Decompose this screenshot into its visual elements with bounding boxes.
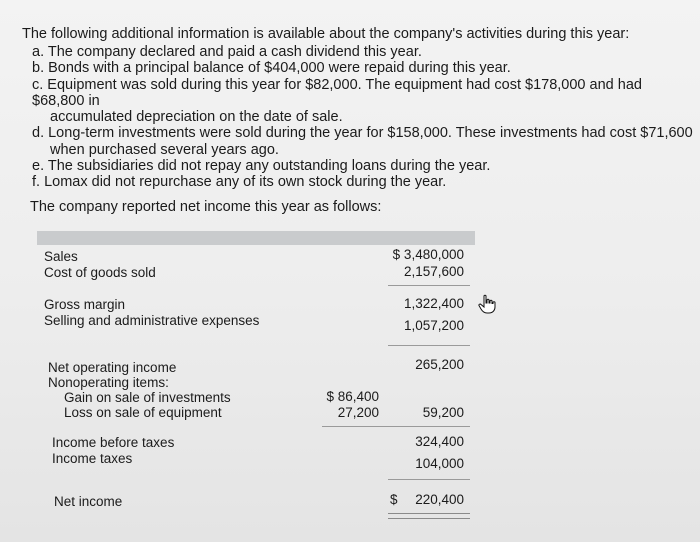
income-before-taxes-label: Income before taxes (52, 435, 175, 450)
net-income-label: Net income (54, 494, 123, 509)
sales-label: Sales (44, 249, 78, 264)
list-item-f: f. Lomax did not repurchase any of its own stock during the year. (32, 174, 447, 191)
list-item-a: a. The company declared and paid a cash dividend this year. (32, 44, 422, 60)
loss-equipment-label: Loss on sale of equipment (64, 405, 222, 420)
gain-investments-label: Gain on sale of investments (64, 390, 231, 405)
income-before-taxes-value: 324,400 (415, 434, 464, 449)
list-item-c: c. Equipment was sold during this year for $82,000. The equipment had cost $178,000 and had $68,800 in (32, 76, 642, 109)
net-income-value: 220,400 (415, 492, 464, 507)
list-item-d: d. Long-term investments were sold during the year for $158,000. These investments had cost $71,600 (32, 125, 693, 142)
net-operating-label: Net operating income (48, 360, 177, 375)
net-income-double-underline (388, 513, 470, 519)
net-income-dollar: $ (390, 492, 398, 507)
info-list (32, 44, 697, 191)
statement-header-band (37, 231, 475, 245)
net-operating-value: 265,200 (415, 357, 464, 372)
income-taxes-value: 104,000 (415, 456, 464, 471)
selling-admin-underline (388, 345, 470, 346)
hand-cursor-icon (478, 294, 496, 314)
reported-text: The company reported net income this year as follows: (30, 199, 382, 215)
nonoperating-underline (322, 426, 470, 427)
sales-value: $ 3,480,000 (392, 247, 464, 262)
list-item-c-continued: accumulated depreciation on the date of sale. (50, 109, 343, 126)
list-item-d-continued: when purchased several years ago. (50, 141, 279, 158)
cogs-underline (388, 285, 470, 286)
cogs-label: Cost of goods sold (44, 265, 156, 280)
list-item-e: e. The subsidiaries did not repay any outstanding loans during the year. (32, 158, 491, 175)
income-taxes-label: Income taxes (52, 451, 133, 466)
gross-margin-label: Gross margin (44, 297, 126, 312)
loss-equipment-value: 27,200 (337, 405, 379, 420)
nonoperating-header: Nonoperating items: (48, 375, 169, 390)
nonoperating-total-value: 59,200 (422, 405, 464, 420)
gain-investments-value: $ 86,400 (326, 389, 379, 404)
gross-margin-value: 1,322,400 (403, 296, 464, 311)
list-item-b: b. Bonds with a principal balance of $404,000 were repaid during this year. (32, 60, 511, 77)
cogs-value: 2,157,600 (403, 264, 464, 279)
intro-text: The following additional information is available about the company's activities during this year: (22, 26, 630, 42)
income-taxes-underline (388, 479, 470, 480)
selling-admin-value: 1,057,200 (403, 318, 464, 333)
selling-admin-label: Selling and administrative expenses (44, 313, 260, 328)
